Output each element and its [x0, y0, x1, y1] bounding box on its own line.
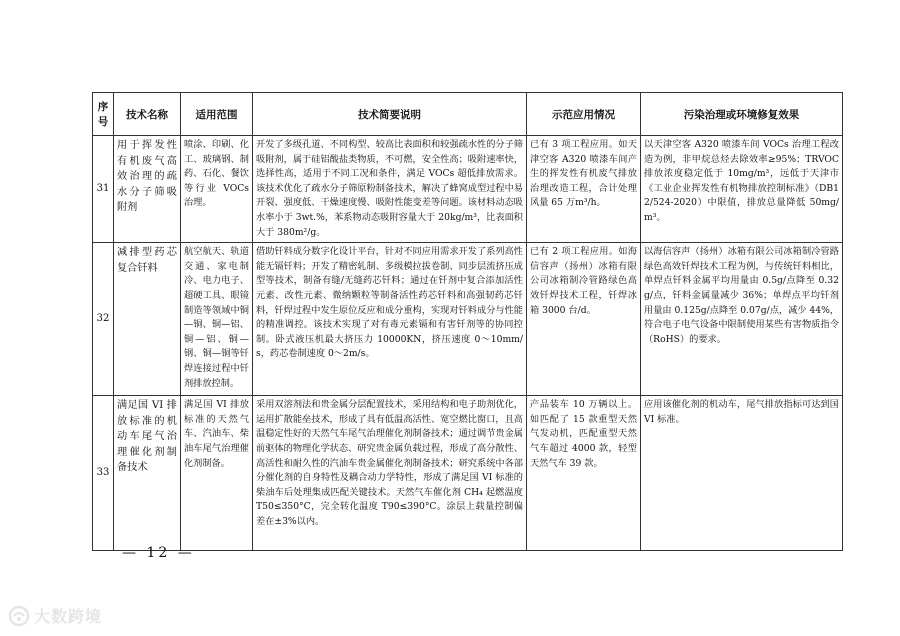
scope-cell: 满足国 VI 排放标准的天然气车、汽油车、柴油车尾气治理催化剂制备。 [181, 396, 253, 551]
row-number: 31 [93, 136, 114, 243]
row-number: 32 [93, 243, 114, 396]
scope-cell: 航空航天、轨道交通、家电制冷、电力电子、超硬工具、眼镜制造等领域中铜—铜、铜—铝、铜—铝、铜—钢、铜—铜等钎焊连接过程中钎剂排放控制。 [181, 243, 253, 396]
application-cell: 已有 2 项工程应用。如海信容声（扬州）冰箱有限公司冰箱制冷管路绿色高效钎焊技术工程，钎焊冰箱 3000 台/d。 [527, 243, 641, 396]
watermark-text: 大数跨境 [34, 607, 103, 626]
application-cell: 已有 3 项工程应用。如天津空客 A320 喷漆车间产生的挥发性有机废气排放治理改造工程，合计处理风量 65 万m³/h。 [527, 136, 641, 243]
effect-cell: 以海信容声（扬州）冰箱有限公司冰箱制冷管路绿色高效钎焊技术工程为例，与传统钎料相比，单焊点钎料金属平均用量由 0.5g/点降至 0.32g/点，钎料金属量减少 36%；单焊点平均钎剂用量由 0.125g/点降至 0.07g/点，减少 44%，符合电子电气设备中限制使用某些有害物质指令（RoHS）的要求。 [641, 243, 843, 396]
header-no: 序号 [93, 93, 114, 136]
effect-cell: 应用该催化剂的机动车，尾气排放指标可达到国 VI 标准。 [641, 396, 843, 551]
watermark [8, 604, 102, 627]
tech-name: 用于挥发性有机废气高效治理的疏水分子筛吸附剂 [114, 136, 181, 243]
description-cell: 采用双溶剂法和贵金属分层配置技术，采用结构和电子助剂优化，运用扩散能垒技术，形成了具有低温高活性、宽空燃比窗口，且高温稳定性好的天然气车尾气治理催化剂制备技术；通过调节贵金属前驱体的物理化学状态、研究贵金属负载过程，形成了高分散性、高活性和耐久性的汽油车贵金属催化剂制备技术；研究系统中各部分催化剂的自身特性及耦合动力学特性，形成了满足国 VI 标准的柴油车后处理集成匹配关键技术。天然气车催化剂 CH₄ 起燃温度 T50≤350°C，完全转化温度 T90≤390°C。涂层上载量控制偏差在±3%以内。 [253, 396, 527, 551]
header-name: 技术名称 [114, 93, 181, 136]
description-cell: 开发了多级孔道、不同构型、较高比表面积和较强疏水性的分子筛吸附剂，属于硅铝酸盐类物质，不可燃，安全性高；吸附速率快，选择性高，适用于不同工况和条件，满足 VOCs 超低排放需求。该技术优化了疏水分子筛原粉制备技术，解决了蜂窝成型过程中易开裂、强度低、干燥速度慢、吸附性能变差等问题。该材料动态吸水率小于 3wt.%，苯系物动态吸附容量大于 20kg/m³，比表面积大于 380m²/g。 [253, 136, 527, 243]
table-row [93, 243, 843, 396]
row-number: 33 [93, 396, 114, 551]
technology-table [92, 92, 843, 551]
table-row [93, 396, 843, 551]
header-description: 技术简要说明 [253, 93, 527, 136]
header-application: 示范应用情况 [527, 93, 641, 136]
page-number: — 12 — [122, 545, 195, 561]
header-effect: 污染治理或环境修复效果 [641, 93, 843, 136]
header-scope: 适用范围 [181, 93, 253, 136]
scope-cell: 喷涂、印刷、化工、玻璃钢、制药、石化、餐饮等行业 VOCs 治理。 [181, 136, 253, 243]
tech-name: 满足国 VI 排放标准的机动车尾气治理催化剂制备技术 [114, 396, 181, 551]
brand-logo-icon [8, 605, 30, 627]
tech-name: 减排型药芯复合钎料 [114, 243, 181, 396]
table-row [93, 136, 843, 243]
description-cell: 借助钎料成分数字化设计平台，针对不同应用需求开发了系列高性能无镉钎料；开发了精密轧制、多级模拉拔卷制、同步层流挤压成型等技术，制备有缝/无缝药芯钎料；通过在钎剂中复合添加活性元素、改性元素、微纳颗粒等制备活性药芯钎料和高强韧药芯钎料，钎焊过程中发生原位反应和成分重构，实现对钎料成分与性能的精准调控。该技术实现了对有毒元素镉和有害钎剂等的协同控制。卧式液压机最大挤压力 10000KN，挤压速度 0～10mm/s，药芯卷制速度 0～2m/s。 [253, 243, 527, 396]
table-header-row [93, 93, 843, 136]
application-cell: 产品装车 10 万辆以上。如匹配了 15 款重型天然气发动机，匹配重型天然气车超过 4000 款，轻型天然气车 39 款。 [527, 396, 641, 551]
effect-cell: 以天津空客 A320 喷漆车间 VOCs 治理工程改造为例，非甲烷总烃去除效率≥95%；TRVOC 排放浓度稳定低于 10mg/m³，远低于天津市《工业企业挥发性有机物排放控制标准》（DB12/524-2020）中限值，排放总量降低 50mg/m³。 [641, 136, 843, 243]
